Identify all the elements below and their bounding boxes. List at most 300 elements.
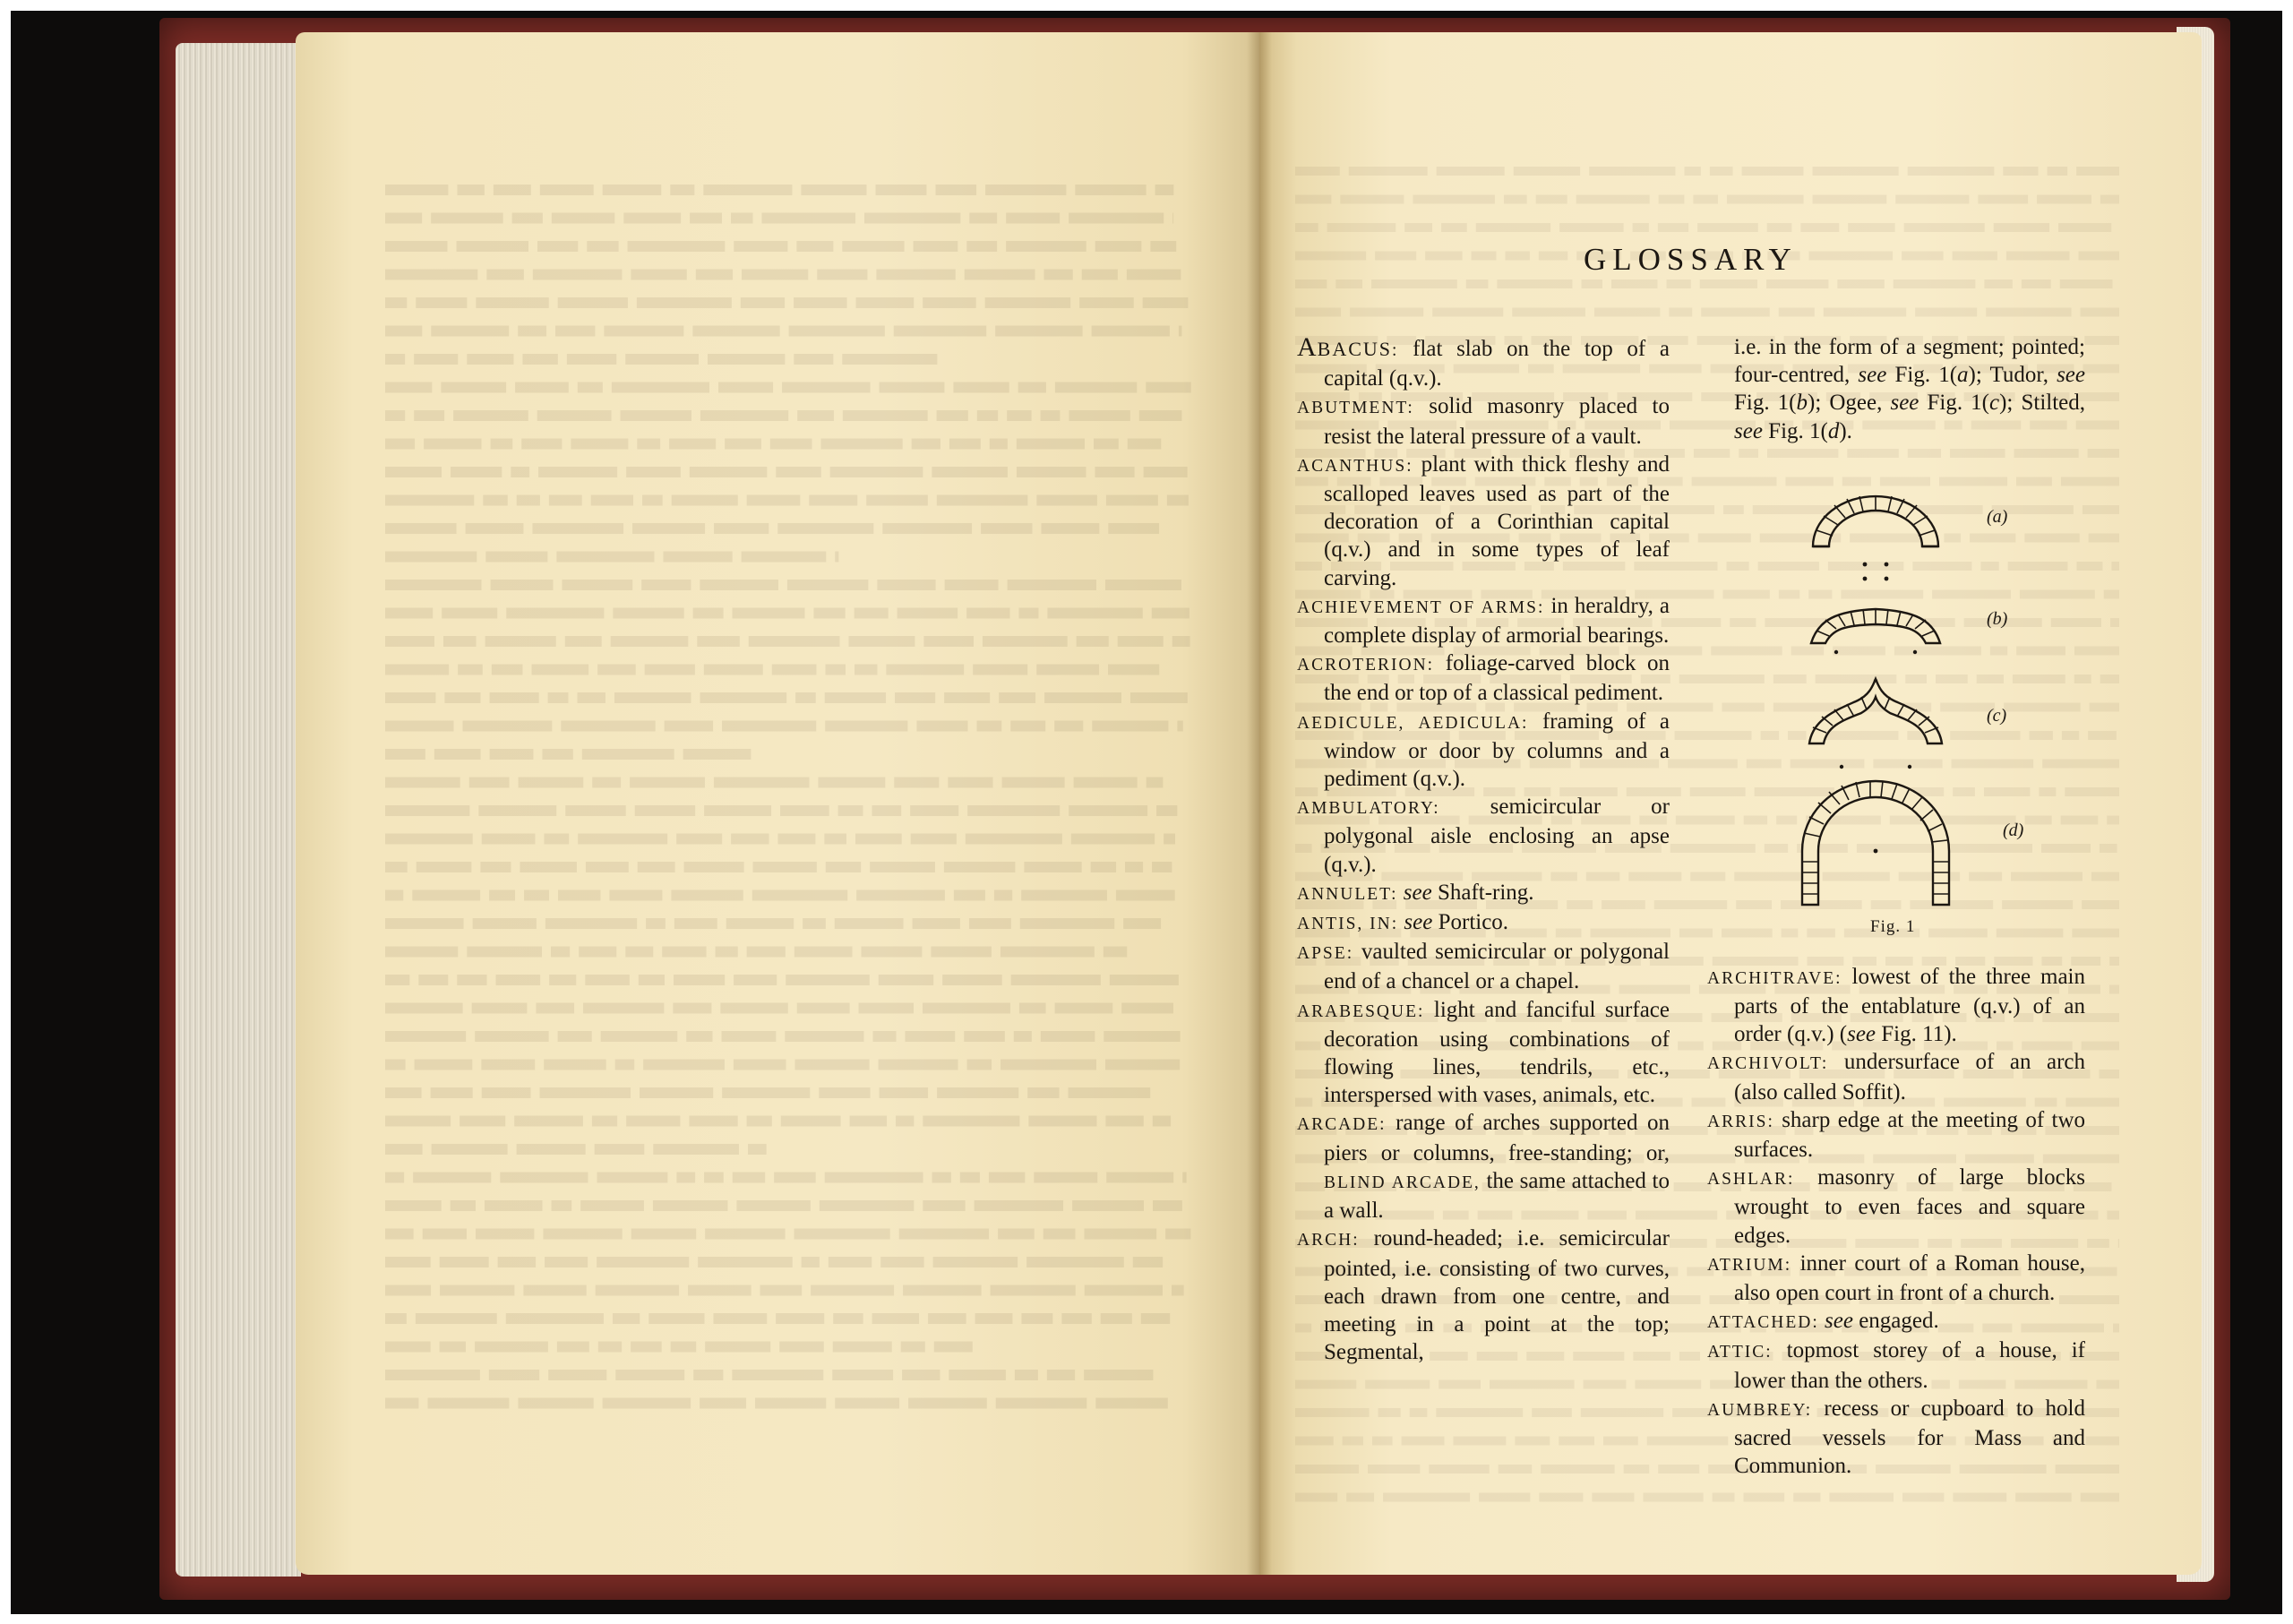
show-through-word bbox=[937, 410, 968, 421]
show-through-word bbox=[1295, 223, 1318, 232]
glossary-entry: ABACUS: flat slab on the top of a capital (q.v.). bbox=[1297, 332, 1670, 391]
show-through-word bbox=[877, 580, 935, 590]
show-through-word bbox=[556, 552, 654, 563]
show-through-word bbox=[614, 692, 691, 703]
show-through-word bbox=[548, 692, 569, 703]
show-through-word bbox=[1116, 890, 1175, 901]
show-through-word bbox=[966, 241, 997, 252]
show-through-word bbox=[2083, 365, 2119, 374]
show-through-word bbox=[688, 1285, 751, 1296]
show-through-word bbox=[1041, 410, 1061, 421]
show-through-word bbox=[1047, 608, 1142, 619]
entry-definition: topmost storey of a house, if lower than the others. bbox=[1734, 1338, 2085, 1393]
show-through-word bbox=[490, 692, 539, 703]
show-through-word bbox=[897, 608, 958, 619]
show-through-word bbox=[879, 1060, 958, 1070]
show-through-word bbox=[825, 692, 886, 703]
show-through-word bbox=[451, 1200, 476, 1211]
entry-definition: sharp edge at the meeting of two surfaces. bbox=[1734, 1107, 2085, 1163]
show-through-word bbox=[1172, 1285, 1184, 1296]
show-through-word bbox=[537, 410, 612, 421]
show-through-word bbox=[1084, 1229, 1156, 1240]
show-through-word bbox=[734, 241, 787, 252]
show-through-word bbox=[973, 665, 1027, 675]
show-through-word bbox=[1047, 1370, 1075, 1380]
show-through-word bbox=[809, 495, 857, 506]
show-through-word bbox=[714, 778, 810, 788]
show-through-word bbox=[1164, 834, 1175, 845]
show-through-word bbox=[672, 495, 738, 506]
show-through-word bbox=[645, 665, 695, 675]
show-through-word bbox=[855, 608, 889, 619]
entry-definition: Shaft-ring. bbox=[1437, 880, 1534, 905]
show-through-word bbox=[595, 1144, 645, 1155]
glossary-entry: AUMBREY: recess or cupboard to hold sacred vessels for Mass and Communion. bbox=[1707, 1396, 2086, 1479]
construction-dots-c bbox=[1840, 765, 1911, 769]
show-through-word bbox=[1346, 1493, 1374, 1502]
show-through-word bbox=[1092, 721, 1168, 732]
show-through-word bbox=[635, 805, 695, 816]
show-through-word bbox=[894, 778, 939, 788]
show-through-word bbox=[653, 1200, 728, 1211]
construction-dot-d bbox=[1874, 849, 1878, 854]
show-through-word bbox=[1904, 223, 1985, 232]
show-through-word bbox=[385, 1144, 423, 1155]
show-through-word bbox=[1295, 167, 1340, 176]
show-through-word bbox=[935, 185, 976, 195]
show-through-word bbox=[1295, 252, 1366, 261]
show-through-word bbox=[385, 608, 433, 619]
show-through-word bbox=[1670, 1239, 1707, 1248]
show-through-word bbox=[1697, 223, 1758, 232]
show-through-word bbox=[385, 326, 422, 337]
show-through-word bbox=[704, 1173, 724, 1183]
show-through-word bbox=[1024, 862, 1081, 872]
show-through-word bbox=[2076, 167, 2119, 176]
show-through-word bbox=[485, 1200, 543, 1211]
show-through-word bbox=[1425, 252, 1462, 261]
show-through-word bbox=[512, 213, 543, 224]
entry-definition: vaulted semicircular or polygonal end of a chancel or a chapel. bbox=[1324, 940, 1670, 994]
show-through-word bbox=[1594, 308, 1660, 317]
show-through-word bbox=[983, 636, 1068, 647]
show-through-word bbox=[1559, 223, 1624, 232]
show-through-word bbox=[611, 636, 689, 647]
show-through-word bbox=[603, 1398, 691, 1409]
show-through-word bbox=[1295, 279, 1327, 288]
glossary-entry: ARCH: round-headed; i.e. semicircular pointed, i.e. consisting of two curves, each drawn from one centre, and meeting in a point at the top; Segmental, bbox=[1297, 1226, 1670, 1365]
show-through-word bbox=[637, 297, 732, 308]
show-through-word bbox=[385, 580, 482, 590]
show-through-word bbox=[960, 1173, 980, 1183]
show-through-word bbox=[734, 975, 777, 985]
see-reference: see bbox=[1825, 1309, 1853, 1334]
show-through-word bbox=[1069, 805, 1147, 816]
arch-a-round bbox=[1813, 495, 1938, 546]
show-through-word bbox=[923, 1003, 1010, 1014]
show-through-word bbox=[1350, 308, 1423, 317]
glossary-entry: ARCADE: range of arches supported on piers or columns, free-standing; or, BLIND ARCADE, the same attached to a wall. bbox=[1297, 1111, 1670, 1224]
show-through-word bbox=[524, 890, 549, 901]
show-through-word bbox=[1674, 1182, 1712, 1191]
show-through-word bbox=[544, 1060, 605, 1070]
show-through-word bbox=[1017, 467, 1086, 477]
show-through-word bbox=[1015, 1370, 1038, 1380]
show-through-word bbox=[1576, 195, 1650, 204]
entry-definition-cont: the same attached to a wall. bbox=[1324, 1168, 1670, 1224]
show-through-word bbox=[418, 975, 448, 985]
show-through-word bbox=[1479, 1493, 1530, 1502]
show-through-word bbox=[2107, 816, 2119, 825]
show-through-word bbox=[539, 1087, 631, 1098]
show-through-word bbox=[1837, 279, 1884, 288]
show-through-word bbox=[1069, 410, 1129, 421]
glossary-entry: ATTACHED: see engaged. bbox=[1707, 1309, 1939, 1334]
show-through-word bbox=[684, 862, 744, 872]
show-through-word bbox=[1532, 1408, 1572, 1417]
show-through-word bbox=[942, 975, 1001, 985]
show-through-word bbox=[1295, 1493, 1337, 1502]
show-through-word bbox=[855, 665, 877, 675]
show-through-word bbox=[643, 1060, 725, 1070]
show-through-word bbox=[1108, 523, 1159, 534]
arch-b-four-centred bbox=[1811, 609, 1940, 643]
show-through-word bbox=[829, 1257, 872, 1267]
show-through-word bbox=[482, 834, 536, 845]
show-through-word bbox=[842, 241, 904, 252]
entry-term: APSE bbox=[1297, 944, 1347, 964]
show-through-word bbox=[838, 805, 863, 816]
show-through-word bbox=[967, 805, 1060, 816]
show-through-word bbox=[1895, 195, 1969, 204]
glossary-entry: ATRIUM: inner court of a Roman house, also open court in front of a church. bbox=[1707, 1250, 2086, 1306]
show-through-word bbox=[542, 749, 572, 760]
show-through-word bbox=[848, 636, 915, 647]
entry-definition: inner court of a Roman house, also open court in front of a church. bbox=[1734, 1250, 2086, 1306]
show-through-word bbox=[933, 1257, 1018, 1267]
arch-d-stilted bbox=[1802, 781, 1949, 905]
show-through-word bbox=[558, 297, 628, 308]
show-through-word bbox=[1144, 467, 1188, 477]
show-through-word bbox=[638, 862, 675, 872]
show-through-word bbox=[1669, 308, 1692, 317]
show-through-word bbox=[414, 354, 458, 365]
show-through-word bbox=[416, 1313, 497, 1324]
show-through-word bbox=[908, 1398, 987, 1409]
show-through-word bbox=[1635, 1380, 1701, 1389]
show-through-word bbox=[911, 834, 957, 845]
show-through-word bbox=[472, 1003, 528, 1014]
show-through-word bbox=[1127, 270, 1181, 280]
figure-caption: Fig. 1 bbox=[1870, 917, 1916, 936]
show-through-word bbox=[385, 1285, 431, 1296]
show-through-word bbox=[923, 636, 974, 647]
show-through-word bbox=[478, 805, 556, 816]
show-through-word bbox=[1994, 223, 2049, 232]
entry-term: ARCHITRAVE bbox=[1707, 968, 1836, 988]
show-through-word bbox=[996, 1398, 1087, 1409]
show-through-word bbox=[385, 1257, 431, 1267]
show-through-word bbox=[475, 1342, 548, 1353]
show-through-word bbox=[1678, 1042, 1704, 1051]
show-through-word bbox=[1441, 223, 1467, 232]
show-through-word bbox=[585, 975, 630, 985]
show-through-word bbox=[518, 1398, 593, 1409]
show-through-word bbox=[1700, 279, 1757, 288]
glossary-entry: ASHLAR: masonry of large blocks wrought to even faces and square edges. bbox=[1707, 1165, 2085, 1248]
show-through-word bbox=[1085, 1285, 1163, 1296]
show-through-word bbox=[923, 1116, 1019, 1127]
show-through-word bbox=[520, 862, 576, 872]
show-through-word bbox=[1902, 1493, 1944, 1502]
show-through-word bbox=[1084, 1370, 1153, 1380]
show-through-word bbox=[669, 439, 716, 450]
show-through-word bbox=[894, 326, 986, 337]
show-through-word bbox=[1902, 252, 1944, 261]
show-through-word bbox=[1179, 326, 1182, 337]
show-through-word bbox=[1340, 195, 1404, 204]
show-through-word bbox=[1767, 223, 1792, 232]
entry-definition: recess or cupboard to hold sacred vessels for Mass and Communion. bbox=[1734, 1396, 2086, 1479]
show-through-word bbox=[615, 1060, 635, 1070]
show-through-word bbox=[966, 608, 1009, 619]
show-through-word bbox=[613, 608, 683, 619]
show-through-word bbox=[1153, 1116, 1171, 1127]
show-through-word bbox=[648, 1313, 704, 1324]
show-through-word bbox=[1011, 975, 1101, 985]
show-through-word bbox=[1667, 279, 1691, 288]
show-through-word bbox=[451, 467, 502, 477]
show-through-word bbox=[937, 495, 1028, 506]
show-through-word bbox=[441, 382, 506, 393]
show-through-word bbox=[843, 410, 928, 421]
show-through-word bbox=[385, 805, 469, 816]
glossary-entry: ANNULET: see Shaft-ring. bbox=[1297, 880, 1534, 905]
show-through-word bbox=[591, 495, 633, 506]
show-through-word bbox=[1008, 580, 1096, 590]
show-through-word bbox=[901, 1342, 925, 1353]
show-through-word bbox=[989, 1173, 1025, 1183]
show-through-word bbox=[2110, 618, 2119, 627]
show-through-word bbox=[2113, 1324, 2119, 1333]
show-through-word bbox=[1915, 308, 1977, 317]
show-through-word bbox=[532, 523, 623, 534]
show-through-word bbox=[914, 241, 958, 252]
show-through-word bbox=[1095, 1398, 1167, 1409]
show-through-word bbox=[1095, 467, 1134, 477]
show-through-word bbox=[1006, 213, 1060, 224]
show-through-word bbox=[1295, 1437, 1334, 1446]
figure-label-b: (b) bbox=[1987, 609, 2008, 629]
show-through-word bbox=[1043, 1229, 1076, 1240]
see-reference: see bbox=[1847, 1022, 1876, 1047]
show-through-word bbox=[385, 1398, 418, 1409]
show-through-word bbox=[414, 410, 444, 421]
glossary-column-1 bbox=[1297, 333, 1670, 1366]
show-through-word bbox=[1984, 279, 2012, 288]
show-through-word bbox=[592, 778, 621, 788]
show-through-word bbox=[705, 1342, 770, 1353]
show-through-word bbox=[954, 890, 985, 901]
show-through-word bbox=[690, 467, 767, 477]
show-through-word bbox=[385, 382, 432, 393]
show-through-word bbox=[637, 439, 660, 450]
show-through-word bbox=[1141, 1313, 1170, 1324]
show-through-word bbox=[742, 270, 808, 280]
show-through-word bbox=[653, 1144, 739, 1155]
entry-term: AMBULATORY bbox=[1297, 799, 1434, 819]
show-through-word bbox=[561, 721, 655, 732]
show-through-word bbox=[776, 467, 820, 477]
show-through-word bbox=[913, 918, 960, 929]
show-through-word bbox=[1413, 195, 1495, 204]
show-through-word bbox=[1592, 1493, 1634, 1502]
show-through-word bbox=[416, 297, 467, 308]
show-through-word bbox=[662, 947, 706, 958]
show-through-word bbox=[625, 947, 653, 958]
show-through-word bbox=[587, 241, 618, 252]
show-through-word bbox=[718, 382, 773, 393]
show-through-word bbox=[385, 1031, 466, 1042]
show-through-word bbox=[787, 580, 868, 590]
show-through-word bbox=[1894, 279, 1976, 288]
show-through-word bbox=[803, 918, 826, 929]
show-through-word bbox=[1021, 1313, 1052, 1324]
show-through-word bbox=[1504, 195, 1527, 204]
show-through-word bbox=[385, 918, 464, 929]
show-through-word bbox=[700, 1398, 746, 1409]
show-through-word bbox=[424, 439, 481, 450]
show-through-word bbox=[1953, 252, 1997, 261]
show-through-word bbox=[949, 439, 981, 450]
show-through-word bbox=[1438, 1380, 1481, 1389]
show-through-word bbox=[932, 1173, 951, 1183]
show-through-word bbox=[716, 947, 738, 958]
show-through-word bbox=[1295, 195, 1331, 204]
show-through-word bbox=[776, 1313, 824, 1324]
show-through-word bbox=[491, 580, 554, 590]
show-through-word bbox=[490, 749, 534, 760]
show-through-word bbox=[613, 1313, 640, 1324]
show-through-word bbox=[1383, 1493, 1470, 1502]
show-through-word bbox=[1327, 223, 1396, 232]
show-through-word bbox=[469, 778, 510, 788]
show-through-word bbox=[1410, 1408, 1428, 1417]
show-through-word bbox=[582, 749, 674, 760]
show-through-word bbox=[965, 270, 1035, 280]
show-through-word bbox=[923, 297, 975, 308]
see-reference: see bbox=[1403, 880, 1432, 905]
show-through-word bbox=[1497, 279, 1572, 288]
show-through-word bbox=[826, 665, 846, 675]
show-through-word bbox=[698, 1257, 792, 1267]
show-through-word bbox=[533, 270, 623, 280]
show-through-word bbox=[489, 1370, 539, 1380]
show-through-word bbox=[785, 1031, 863, 1042]
show-through-word bbox=[732, 1370, 823, 1380]
show-through-word bbox=[977, 721, 1002, 732]
show-through-word bbox=[537, 241, 578, 252]
show-through-word bbox=[985, 185, 1066, 195]
show-through-word bbox=[2084, 336, 2119, 345]
show-through-word bbox=[1658, 223, 1688, 232]
show-through-word bbox=[538, 467, 617, 477]
page-edges-left bbox=[176, 43, 301, 1577]
show-through-word bbox=[549, 975, 576, 985]
show-through-word bbox=[825, 721, 907, 732]
show-through-word bbox=[825, 1173, 923, 1183]
show-through-word bbox=[385, 1370, 480, 1380]
show-through-word bbox=[385, 778, 460, 788]
show-through-word bbox=[481, 1060, 535, 1070]
entry-definition: plant with thick fleshy and scalloped leaves used as part of the decoration of a Corinthian capital (q.v.) and in some types of leaf carving. bbox=[1324, 451, 1670, 590]
book-gutter bbox=[1247, 32, 1272, 1575]
show-through-word bbox=[580, 1200, 644, 1211]
show-through-word bbox=[385, 297, 407, 308]
entry-definition: in heraldry, a complete display of armorial bearings. bbox=[1324, 593, 1670, 649]
see-reference: see bbox=[1404, 910, 1433, 935]
show-through-word bbox=[485, 552, 547, 563]
show-through-word bbox=[752, 890, 847, 901]
show-through-word bbox=[1172, 213, 1173, 224]
show-through-word bbox=[440, 1342, 466, 1353]
show-through-word bbox=[864, 213, 960, 224]
show-through-word bbox=[1079, 297, 1134, 308]
show-through-word bbox=[835, 918, 904, 929]
show-through-word bbox=[597, 1173, 668, 1183]
show-through-word bbox=[674, 975, 725, 985]
show-through-word bbox=[777, 834, 815, 845]
show-through-word bbox=[2111, 562, 2119, 571]
show-through-word bbox=[1476, 223, 1550, 232]
show-through-word bbox=[630, 778, 705, 788]
show-through-word bbox=[1295, 1380, 1356, 1389]
glossary-entry: ANTIS, IN: see Portico. bbox=[1297, 910, 1509, 935]
show-through-word bbox=[693, 1370, 723, 1380]
show-through-word bbox=[880, 1087, 929, 1098]
show-through-word bbox=[734, 1060, 786, 1070]
show-through-word bbox=[1581, 279, 1602, 288]
glossary-entry: ACROTERION: foliage-carved block on the end or top of a classical pediment. bbox=[1297, 651, 1670, 706]
show-through-word bbox=[2096, 1380, 2119, 1389]
show-through-word bbox=[2086, 1437, 2119, 1446]
show-through-word bbox=[1150, 241, 1176, 252]
entry-term: ASHLAR bbox=[1707, 1170, 1789, 1190]
show-through-word bbox=[385, 410, 405, 421]
show-through-word bbox=[417, 862, 472, 872]
show-through-word bbox=[748, 1144, 767, 1155]
show-through-word bbox=[480, 862, 511, 872]
show-through-word bbox=[1105, 1060, 1180, 1070]
show-through-word bbox=[722, 1087, 810, 1098]
show-through-word bbox=[2083, 505, 2119, 514]
show-through-word bbox=[1061, 1313, 1091, 1324]
show-through-word bbox=[998, 1229, 1035, 1240]
show-through-word bbox=[492, 665, 523, 675]
show-through-word bbox=[733, 1173, 765, 1183]
glossary-entry: ACANTHUS: plant with thick fleshy and scalloped leaves used as part of the decoration of a Corinthian capital (q.v.) and in some types of leaf carving. bbox=[1297, 451, 1670, 590]
show-through-word bbox=[774, 1173, 816, 1183]
show-through-word bbox=[856, 890, 945, 901]
glossary-entry: ARCHIVOLT: undersurface of an arch (also called Soffit). bbox=[1707, 1050, 2086, 1104]
show-through-word bbox=[385, 1116, 451, 1127]
show-through-word bbox=[879, 975, 933, 985]
show-through-word bbox=[928, 1313, 966, 1324]
show-through-word bbox=[1001, 947, 1095, 958]
show-through-word bbox=[795, 692, 816, 703]
show-through-word bbox=[1499, 1465, 1533, 1474]
entry-definition: flat slab on the top of a capital (q.v.). bbox=[1324, 337, 1670, 391]
